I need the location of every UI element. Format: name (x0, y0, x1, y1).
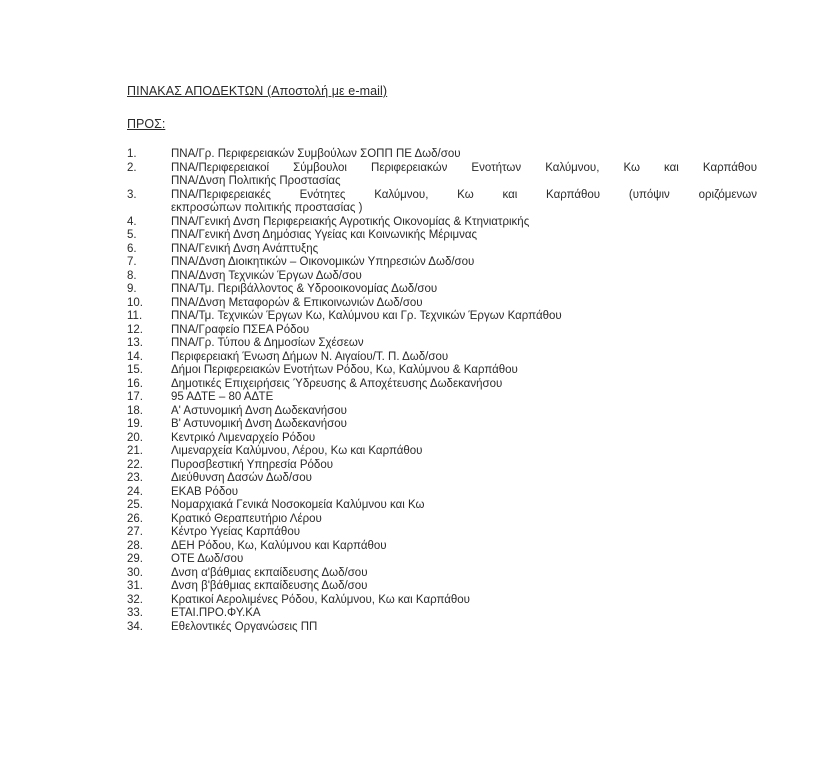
recipient-text (171, 459, 757, 473)
recipient-text (171, 364, 757, 378)
recipient-item (127, 418, 757, 432)
recipient-number: 5. (127, 229, 137, 241)
recipient-number: 23. (127, 472, 143, 484)
recipient-item (127, 445, 757, 459)
recipient-number: 22. (127, 458, 143, 471)
recipient-item (127, 337, 757, 351)
recipient-number: 9. (127, 283, 137, 295)
recipient-text (171, 499, 757, 513)
recipient-text (171, 216, 757, 230)
recipient-text-line: Περιφερειακή Ένωση Δήμων Ν. Αιγαίου/Τ. Π. Δωδ/σου (171, 350, 449, 363)
recipient-text (171, 162, 757, 189)
recipient-number: 26. (127, 512, 143, 525)
recipient-text (171, 621, 757, 635)
recipient-text-line: Δνση α'βάθμιας εκπαίδευσης Δωδ/σου (171, 566, 368, 579)
recipient-text (171, 418, 757, 432)
recipient-text (171, 148, 757, 162)
recipient-number: 20. (127, 431, 143, 444)
recipient-item (127, 432, 757, 446)
recipient-text (171, 189, 757, 216)
recipient-text-line: Κέντρο Υγείας Καρπάθου (171, 526, 301, 538)
recipient-text-line: ΟΤΕ Δωδ/σου (171, 553, 244, 565)
recipient-text (171, 432, 757, 446)
recipient-item (127, 405, 757, 419)
recipient-text (171, 337, 757, 351)
recipient-number: 16. (127, 377, 143, 390)
recipient-number: 27. (127, 526, 143, 538)
recipient-text-line: ΠΝΑ/Περιφερειακές Ενότητες Καλύμνου, Κω και Καρπάθου (υπόψιν οριζόμενων (171, 188, 757, 201)
recipient-item (127, 486, 757, 500)
recipient-text-line: Β' Αστυνομική Δνση Δωδεκανήσου (171, 418, 347, 430)
recipient-item (127, 189, 757, 216)
recipient-text-line: ΠΝΑ/Γενική Δνση Ανάπτυξης (171, 242, 319, 255)
recipient-text (171, 472, 757, 486)
recipient-number: 28. (127, 539, 143, 552)
recipient-item (127, 621, 757, 635)
recipient-text-line: Λιμεναρχεία Καλύμνου, Λέρου, Κω και Καρπάθου (171, 445, 423, 457)
recipient-text (171, 526, 757, 540)
recipient-item (127, 216, 757, 230)
recipient-text-line: ΠΝΑ/Τμ. Τεχνικών Έργων Κω, Καλύμνου και Γρ. Τεχνικών Έργων Καρπάθου (171, 310, 562, 322)
recipient-text-line: ΠΝΑ/Γρ. Περιφερειακών Συμβούλων ΣΟΠΠ ΠΕ Δωδ/σου (171, 148, 461, 160)
recipient-number: 30. (127, 566, 143, 579)
recipient-text-line: ΠΝΑ/Γραφείο ΠΣΕΑ Ρόδου (171, 323, 310, 336)
recipient-number: 13. (127, 337, 143, 349)
recipient-text-line: Διεύθυνση Δασών Δωδ/σου (171, 472, 312, 484)
recipient-item (127, 310, 757, 324)
recipient-text (171, 283, 757, 297)
recipient-number: 18. (127, 404, 143, 417)
recipient-text-line: ΔΕΗ Ρόδου, Κω, Καλύμνου και Καρπάθου (171, 539, 387, 552)
recipients-table-heading: ΠΙΝΑΚΑΣ ΑΠΟΔΕΚΤΩΝ (Αποστολή με e-mail) (127, 84, 388, 98)
recipient-item (127, 499, 757, 513)
recipient-item (127, 378, 757, 392)
to-heading: ΠΡΟΣ: (127, 117, 166, 131)
recipient-item (127, 472, 757, 486)
recipient-item (127, 243, 757, 257)
recipient-item (127, 256, 757, 270)
recipient-text (171, 540, 757, 554)
recipient-text (171, 513, 757, 527)
recipient-number: 19. (127, 418, 143, 430)
recipient-text-line: Εθελοντικές Οργανώσεις ΠΠ (171, 620, 318, 633)
recipient-text (171, 391, 757, 405)
recipient-number: 2. (127, 161, 137, 174)
recipient-number: 32. (127, 593, 143, 606)
recipient-text-line: Α' Αστυνομική Δνση Δωδεκανήσου (171, 404, 347, 417)
recipient-text (171, 256, 757, 270)
recipient-text-line: ΠΝΑ/Γενική Δνση Περιφερειακής Αγροτικής Οικονομίας & Κτηνιατρικής (171, 215, 530, 228)
recipient-text (171, 445, 757, 459)
recipient-item (127, 351, 757, 365)
recipient-number: 33. (127, 607, 143, 619)
recipient-item (127, 391, 757, 405)
recipient-item (127, 283, 757, 297)
recipient-item (127, 513, 757, 527)
recipient-text-line: ΠΝΑ/Περιφερειακοί Σύμβουλοι Περιφερειακών Ενοτήτων Καλύμνου, Κω και Καρπάθου (171, 161, 757, 174)
recipient-text (171, 229, 757, 243)
recipient-number: 29. (127, 553, 143, 565)
recipient-item (127, 148, 757, 162)
recipient-text-line: Κρατικοί Αερολιμένες Ρόδου, Καλύμνου, Κω και Καρπάθου (171, 593, 470, 606)
recipient-number: 11. (127, 310, 143, 322)
recipient-item (127, 297, 757, 311)
recipient-text (171, 270, 757, 284)
recipient-item (127, 567, 757, 581)
recipient-number: 3. (127, 188, 137, 201)
recipient-text-line: ΠΝΑ/Δνση Τεχνικών Έργων Δωδ/σου (171, 269, 362, 282)
recipient-item (127, 162, 757, 189)
recipient-text (171, 486, 757, 500)
recipient-text-line: Δνση β'βάθμιας εκπαίδευσης Δωδ/σου (171, 580, 368, 592)
recipient-text-line: ΠΝΑ/Γενική Δνση Δημόσιας Υγείας και Κοινωνικής Μέριμνας (171, 229, 478, 241)
recipient-number: 34. (127, 620, 143, 633)
recipient-text-line: ΠΝΑ/Δνση Μεταφορών & Επικοινωνιών Δωδ/σου (171, 296, 423, 309)
recipient-text-line: ΕΤΑΙ.ΠΡΟ.ΦΥ.ΚΑ (171, 607, 261, 619)
recipient-text-line: Νομαρχιακά Γενικά Νοσοκομεία Καλύμνου και Κω (171, 499, 425, 511)
recipient-text (171, 580, 757, 594)
recipient-item (127, 324, 757, 338)
recipient-text-line: ΠΝΑ/Γρ. Τύπου & Δημοσίων Σχέσεων (171, 337, 364, 349)
recipient-text-line: Δήμοι Περιφερειακών Ενοτήτων Ρόδου, Κω, Καλύμνου & Καρπάθου (171, 364, 518, 376)
recipient-text (171, 378, 757, 392)
recipient-text-line: ΕΚΑΒ Ρόδου (171, 485, 239, 498)
recipient-number: 31. (127, 580, 143, 592)
recipient-text-line: Κεντρικό Λιμεναρχείο Ρόδου (171, 431, 316, 444)
recipient-item (127, 526, 757, 540)
recipient-number: 10. (127, 296, 143, 309)
recipient-text (171, 405, 757, 419)
recipient-text (171, 594, 757, 608)
recipient-item (127, 607, 757, 621)
recipient-text-line: Κρατικό Θεραπευτήριο Λέρου (171, 512, 322, 525)
recipient-number: 24. (127, 485, 143, 498)
recipient-item (127, 229, 757, 243)
recipient-number: 25. (127, 499, 143, 511)
recipient-number: 21. (127, 445, 143, 457)
recipient-text (171, 297, 757, 311)
recipient-item (127, 540, 757, 554)
recipient-text (171, 324, 757, 338)
recipient-text (171, 553, 757, 567)
recipient-number: 6. (127, 242, 137, 255)
recipient-text-line: Πυροσβεστική Υπηρεσία Ρόδου (171, 458, 334, 471)
recipients-list (127, 148, 757, 634)
recipient-text-line: Δημοτικές Επιχειρήσεις Ύδρευσης & Αποχέτευσης Δωδεκανήσου (171, 377, 503, 390)
recipient-text (171, 243, 757, 257)
recipient-text (171, 607, 757, 621)
recipient-text (171, 567, 757, 581)
recipient-text-line: ΠΝΑ/Δνση Διοικητικών – Οικονομικών Υπηρεσιών Δωδ/σου (171, 256, 475, 268)
recipient-number: 1. (127, 148, 137, 160)
recipient-item (127, 459, 757, 473)
recipient-number: 17. (127, 391, 143, 403)
recipient-number: 4. (127, 215, 137, 228)
recipient-item (127, 553, 757, 567)
recipient-text-line: ΠΝΑ/Δνση Πολιτικής Προστασίας (171, 175, 341, 187)
recipient-text-line: εκπροσώπων πολιτικής προστασίας ) (171, 202, 363, 214)
recipient-item (127, 364, 757, 378)
recipient-number: 7. (127, 256, 137, 268)
recipient-text (171, 351, 757, 365)
recipient-number: 15. (127, 364, 143, 376)
recipient-item (127, 594, 757, 608)
recipient-text-line: ΠΝΑ/Τμ. Περιβάλλοντος & Υδροοικονομίας Δωδ/σου (171, 283, 438, 295)
recipient-item (127, 270, 757, 284)
recipient-text-line: 95 ΑΔΤΕ – 80 ΑΔΤΕ (171, 391, 274, 403)
recipient-text (171, 310, 757, 324)
recipient-number: 8. (127, 269, 137, 282)
recipient-number: 12. (127, 323, 143, 336)
recipient-item (127, 580, 757, 594)
recipient-number: 14. (127, 350, 143, 363)
